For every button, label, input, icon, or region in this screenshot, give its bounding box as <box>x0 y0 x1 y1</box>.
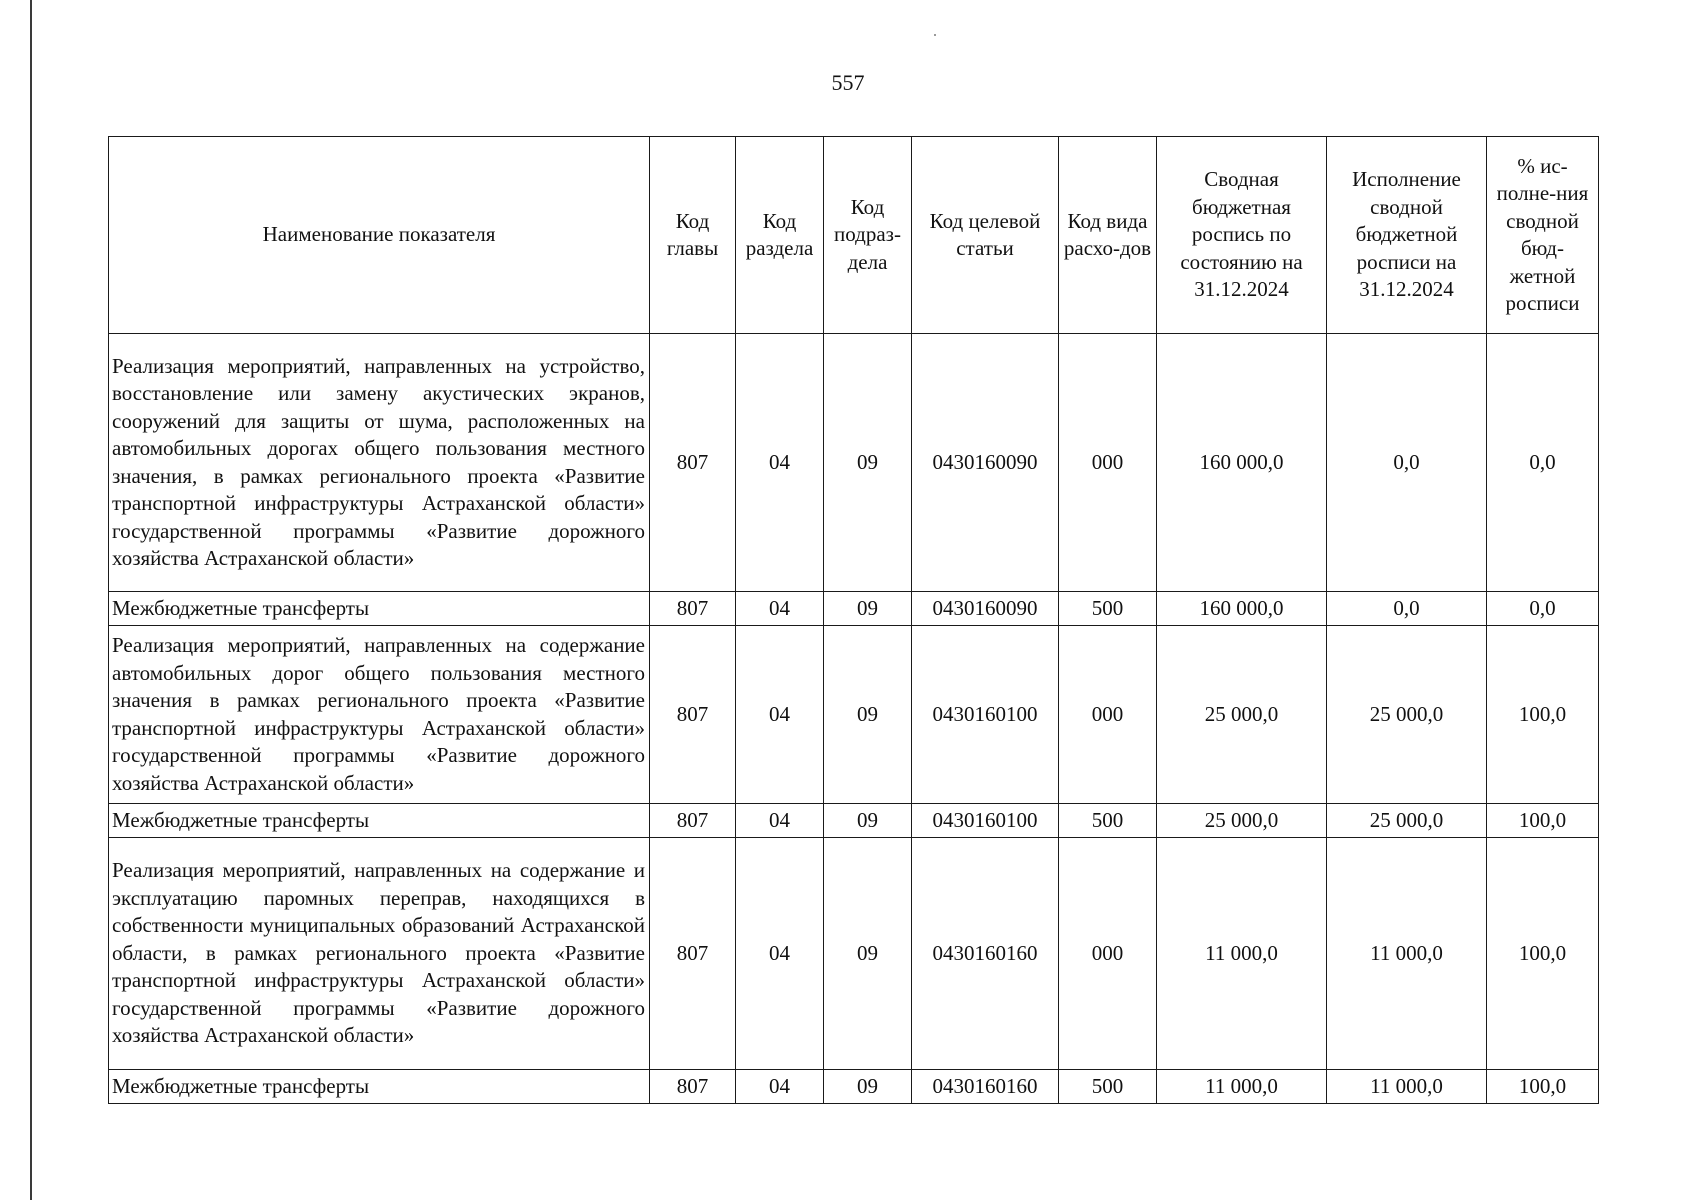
row-target: 0430160090 <box>912 592 1059 626</box>
page-number: 557 <box>831 70 865 95</box>
row-subsection: 09 <box>824 804 912 838</box>
header-percent: % ис-полне-ния сводной бюд-жетной росписи <box>1487 137 1599 334</box>
row-fact: 0,0 <box>1327 334 1487 592</box>
table-row <box>109 838 1599 1070</box>
row-subsection: 09 <box>824 1070 912 1104</box>
row-section: 04 <box>736 804 824 838</box>
row-section: 04 <box>736 838 824 1070</box>
header-budget-list: Сводная бюджетная роспись по состоянию на 31.12.2024 <box>1157 137 1327 334</box>
row-type: 000 <box>1059 334 1157 592</box>
row-target: 0430160160 <box>912 1070 1059 1104</box>
scan-speck <box>934 34 936 36</box>
header-subsection-code: Код подраз-дела <box>824 137 912 334</box>
row-target: 0430160100 <box>912 804 1059 838</box>
header-execution: Исполнение сводной бюджетной росписи на 31.12.2024 <box>1327 137 1487 334</box>
row-subsection: 09 <box>824 626 912 804</box>
header-chapter-code: Код главы <box>650 137 736 334</box>
row-section: 04 <box>736 626 824 804</box>
row-fact: 0,0 <box>1327 592 1487 626</box>
row-fact: 25 000,0 <box>1327 804 1487 838</box>
header-target-code: Код целевой статьи <box>912 137 1059 334</box>
row-plan: 160 000,0 <box>1157 334 1327 592</box>
row-percent: 100,0 <box>1487 1070 1599 1104</box>
row-type: 000 <box>1059 626 1157 804</box>
row-percent: 0,0 <box>1487 334 1599 592</box>
header-name: Наименование показателя <box>109 137 650 334</box>
row-plan: 11 000,0 <box>1157 1070 1327 1104</box>
row-target: 0430160090 <box>912 334 1059 592</box>
row-name: Межбюджетные трансферты <box>109 1070 650 1104</box>
row-plan: 25 000,0 <box>1157 626 1327 804</box>
row-plan: 25 000,0 <box>1157 804 1327 838</box>
row-fact: 11 000,0 <box>1327 1070 1487 1104</box>
row-subsection: 09 <box>824 592 912 626</box>
row-fact: 11 000,0 <box>1327 838 1487 1070</box>
row-section: 04 <box>736 1070 824 1104</box>
row-type: 500 <box>1059 804 1157 838</box>
row-chapter: 807 <box>650 838 736 1070</box>
row-name: Реализация мероприятий, направленных на содержание и эксплуатацию паромных переправ, находящихся в собственности муниципальных образований Астраханской области, в рамках регионального проекта «Развитие транспортной инфраструктуры Астраханской области» государственной программы «Развитие дорожного хозяйства Астраханской области» <box>109 838 650 1070</box>
row-chapter: 807 <box>650 1070 736 1104</box>
row-plan: 160 000,0 <box>1157 592 1327 626</box>
row-name: Реализация мероприятий, направленных на содержание автомобильных дорог общего пользования местного значения в рамках регионального проекта «Развитие транспортной инфраструктуры Астраханской области» государственной программы «Развитие дорожного хозяйства Астраханской области» <box>109 626 650 804</box>
row-name: Межбюджетные трансферты <box>109 804 650 838</box>
row-percent: 100,0 <box>1487 804 1599 838</box>
table-row <box>109 804 1599 838</box>
row-type: 500 <box>1059 592 1157 626</box>
row-plan: 11 000,0 <box>1157 838 1327 1070</box>
row-name: Межбюджетные трансферты <box>109 592 650 626</box>
binding-edge-line <box>30 0 32 1200</box>
header-section-code: Код раздела <box>736 137 824 334</box>
row-percent: 100,0 <box>1487 838 1599 1070</box>
table-row <box>109 592 1599 626</box>
row-name: Реализация мероприятий, направленных на устройство, восстановление или замену акустических экранов, сооружений для защиты от шума, расположенных на автомобильных дорогах общего пользования местного значения, в рамках регионального проекта «Развитие транспортной инфраструктуры Астраханской области» государственной программы «Развитие дорожного хозяйства Астраханской области» <box>109 334 650 592</box>
row-target: 0430160160 <box>912 838 1059 1070</box>
row-section: 04 <box>736 592 824 626</box>
row-type: 000 <box>1059 838 1157 1070</box>
row-percent: 0,0 <box>1487 592 1599 626</box>
row-subsection: 09 <box>824 838 912 1070</box>
row-subsection: 09 <box>824 334 912 592</box>
table-row <box>109 626 1599 804</box>
row-chapter: 807 <box>650 592 736 626</box>
table-row <box>109 1070 1599 1104</box>
table-header-row <box>109 137 1599 334</box>
table-row <box>109 334 1599 592</box>
row-section: 04 <box>736 334 824 592</box>
row-percent: 100,0 <box>1487 626 1599 804</box>
row-chapter: 807 <box>650 626 736 804</box>
row-target: 0430160100 <box>912 626 1059 804</box>
header-expense-type-code: Код вида расхо-дов <box>1059 137 1157 334</box>
budget-execution-table <box>108 136 1599 1104</box>
row-chapter: 807 <box>650 334 736 592</box>
row-fact: 25 000,0 <box>1327 626 1487 804</box>
row-chapter: 807 <box>650 804 736 838</box>
row-type: 500 <box>1059 1070 1157 1104</box>
